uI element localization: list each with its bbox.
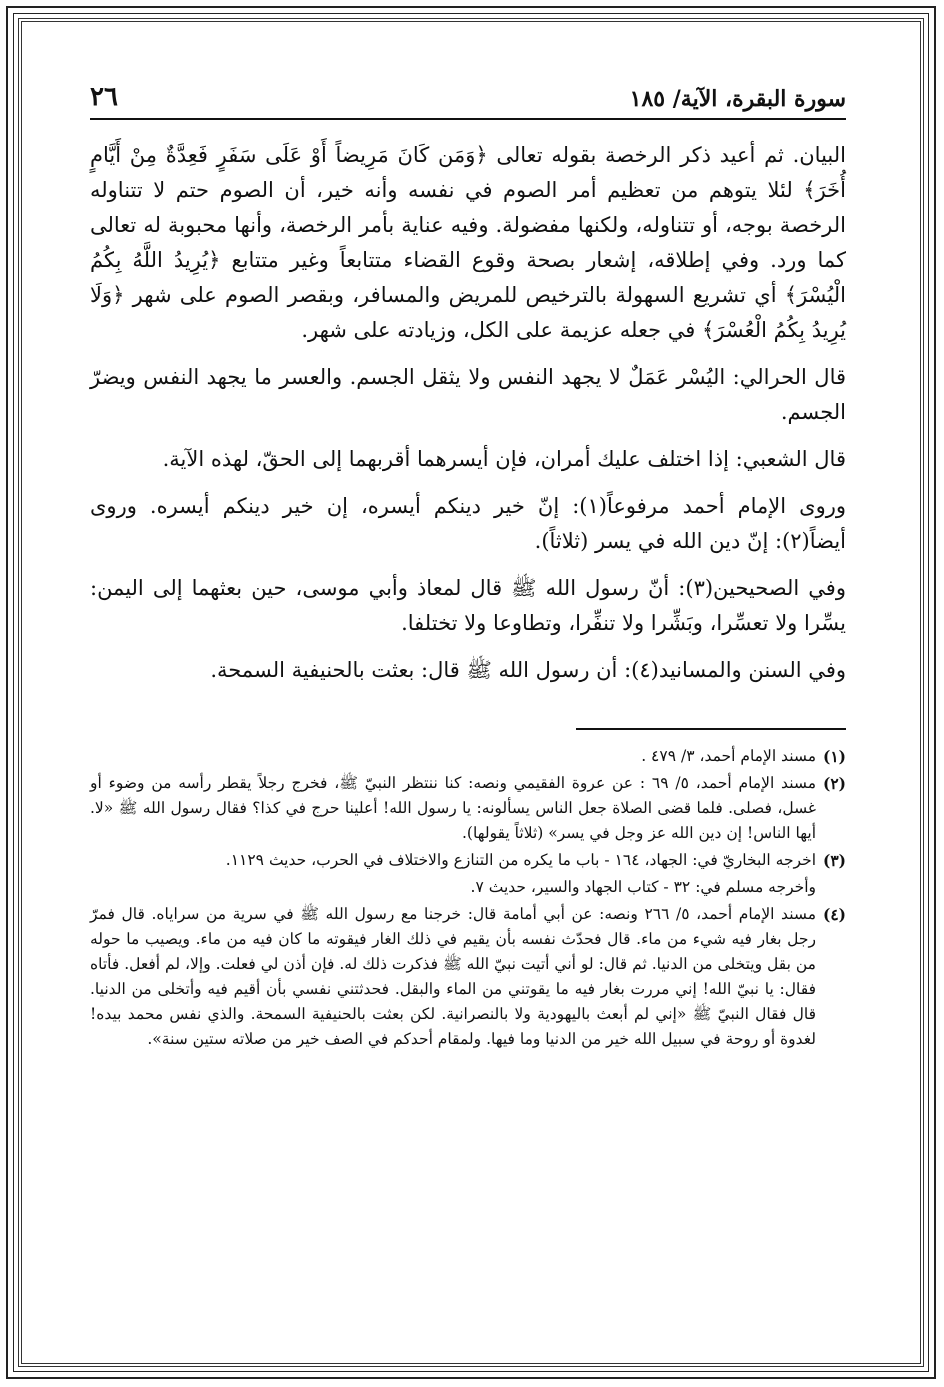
footnote-text: مسند الإمام أحمد، ٣/ ٤٧٩ . bbox=[641, 747, 816, 765]
footnote-number: (٤) bbox=[822, 905, 846, 924]
main-text bbox=[90, 138, 846, 688]
paragraph: قال الحرالي: اليُسْر عَمَلٌ لا يجهد النفس ولا يثقل الجسم. والعسر ما يجهد النفس ويضرّ الجسم. bbox=[90, 365, 846, 424]
footnotes bbox=[90, 744, 846, 1052]
footnote-separator bbox=[576, 728, 846, 730]
footnote-text: اخرجه البخاريّ في: الجهاد، ١٦٤ - باب ما يكره من التنازع والاختلاف في الحرب، حديث ١١٢٩. bbox=[225, 851, 816, 869]
footnote bbox=[90, 902, 846, 1052]
paragraph: البيان. ثم أعيد ذكر الرخصة بقوله تعالى ﴿وَمَن كَانَ مَرِيضاً أَوْ عَلَى سَفَرٍ فَعِدَّةٌ مِنْ أَيَّامٍ أُخَرَ﴾ لئلا يتوهم من تعظيم أمر الصوم في نفسه وأنه خير، أن الصوم حتم لا تتناوله الرخصة بوجه، أو تتناوله، ولكنها مفضولة. وفيه عناية بأمر الرخصة، وأنها محبوبة له تعالى كما ورد. وفي إطلاقه، إشعار بصحة وقوع القضاء متتابعاً وغير متتابع ﴿يُرِيدُ اللَّهُ بِكُمُ الْيُسْرَ﴾ أي تشريع السهولة بالترخيص للمريض والمسافر، وبقصر الصوم على شهر ﴿وَلَا يُرِيدُ بِكُمُ الْعُسْرَ﴾ في جعله عزيمة على الكل، وزيادته على شهر. bbox=[90, 143, 846, 342]
footnote-number: (١) bbox=[822, 747, 846, 766]
page-number: ٢٦ bbox=[90, 82, 118, 112]
footnote-number: (٣) bbox=[822, 851, 846, 870]
surah-reference: سورة البقرة، الآية/ ١٨٥ bbox=[629, 86, 846, 112]
running-header bbox=[90, 72, 846, 120]
paragraph: وفي الصحيحين(٣): أنّ رسول الله ﷺ قال لمعاذ وأبي موسى، حين بعثهما إلى اليمن: يسِّرا ولا تعسِّرا، وبَشِّرا ولا تنفِّرا، وتطاوعا ولا تختلفا. bbox=[90, 576, 846, 635]
footnote bbox=[90, 848, 846, 873]
footnote-text: مسند الإمام أحمد، ٥/ ٢٦٦ ونصه: عن أبي أمامة قال: خرجنا مع رسول الله ﷺ في سرية من سراياه. قال فمرّ رجل بغار فيه شيء من ماء. قال فحدّث نفسه بأن يقيم في ذلك الغار فيقوته ما كان فيه من ماء. ويصيب ما حوله من بقل ويتخلى من الدنيا. ثم قال: لو أني أتيت نبيّ الله ﷺ فذكرت ذلك له. فإن أذن لي فعلت. وإلا، لم أفعل. فأتاه فقال: يا نبيّ الله! إني مررت بغار فيه ما يقوتني من الماء والبقل. فحدثتني نفسي بأن أقيم فيه وأتخلى من الدنيا. قال فقال النبيّ ﷺ «إني لم أبعث باليهودية ولا بالنصرانية. لكن بعثت بالحنيفية السمحة. والذي نفس محمد بيده! لغدوة أو روحة في سبيل الله خير من الدنيا وما فيها. ولمقام أحدكم في الصف خير من صلاته ستين سنة». bbox=[90, 905, 817, 1048]
footnote bbox=[90, 771, 846, 846]
paragraph: قال الشعبي: إذا اختلف عليك أمران، فإن أيسرهما أقربهما إلى الحقّ، لهذه الآية. bbox=[162, 447, 846, 471]
paragraph: وروى الإمام أحمد مرفوعاً(١): إنّ خير دينكم أيسره، إن خير دينكم أيسره. وروى أيضاً(٢): إنّ دين الله في يسر (ثلاثاً). bbox=[90, 494, 847, 553]
paragraph: وفي السنن والمسانيد(٤): أن رسول الله ﷺ قال: بعثت بالحنيفية السمحة. bbox=[210, 658, 846, 682]
footnote bbox=[90, 744, 846, 769]
footnote-text: وأخرجه مسلم في: ٣٢ - كتاب الجهاد والسير، حديث ٧. bbox=[470, 878, 816, 896]
footnote-continuation bbox=[90, 875, 846, 900]
book-page bbox=[90, 72, 846, 1054]
footnote-number: (٢) bbox=[822, 774, 846, 793]
footnote-text: مسند الإمام أحمد، ٥/ ٦٩ : عن عروة الفقيمي ونصه: كنا ننتظر النبيّ ﷺ، فخرج رجلاً يقطر رأسه من وضوء أو غسل، فصلى. فلما قضى الصلاة جعل الناس يسألونه: يا رسول الله! أعلينا حرج في كذا؟ فقال رسول الله ﷺ «لا. أيها الناس! إن دين الله عز وجل في يسر» (ثلاثاً يقولها). bbox=[90, 774, 817, 842]
